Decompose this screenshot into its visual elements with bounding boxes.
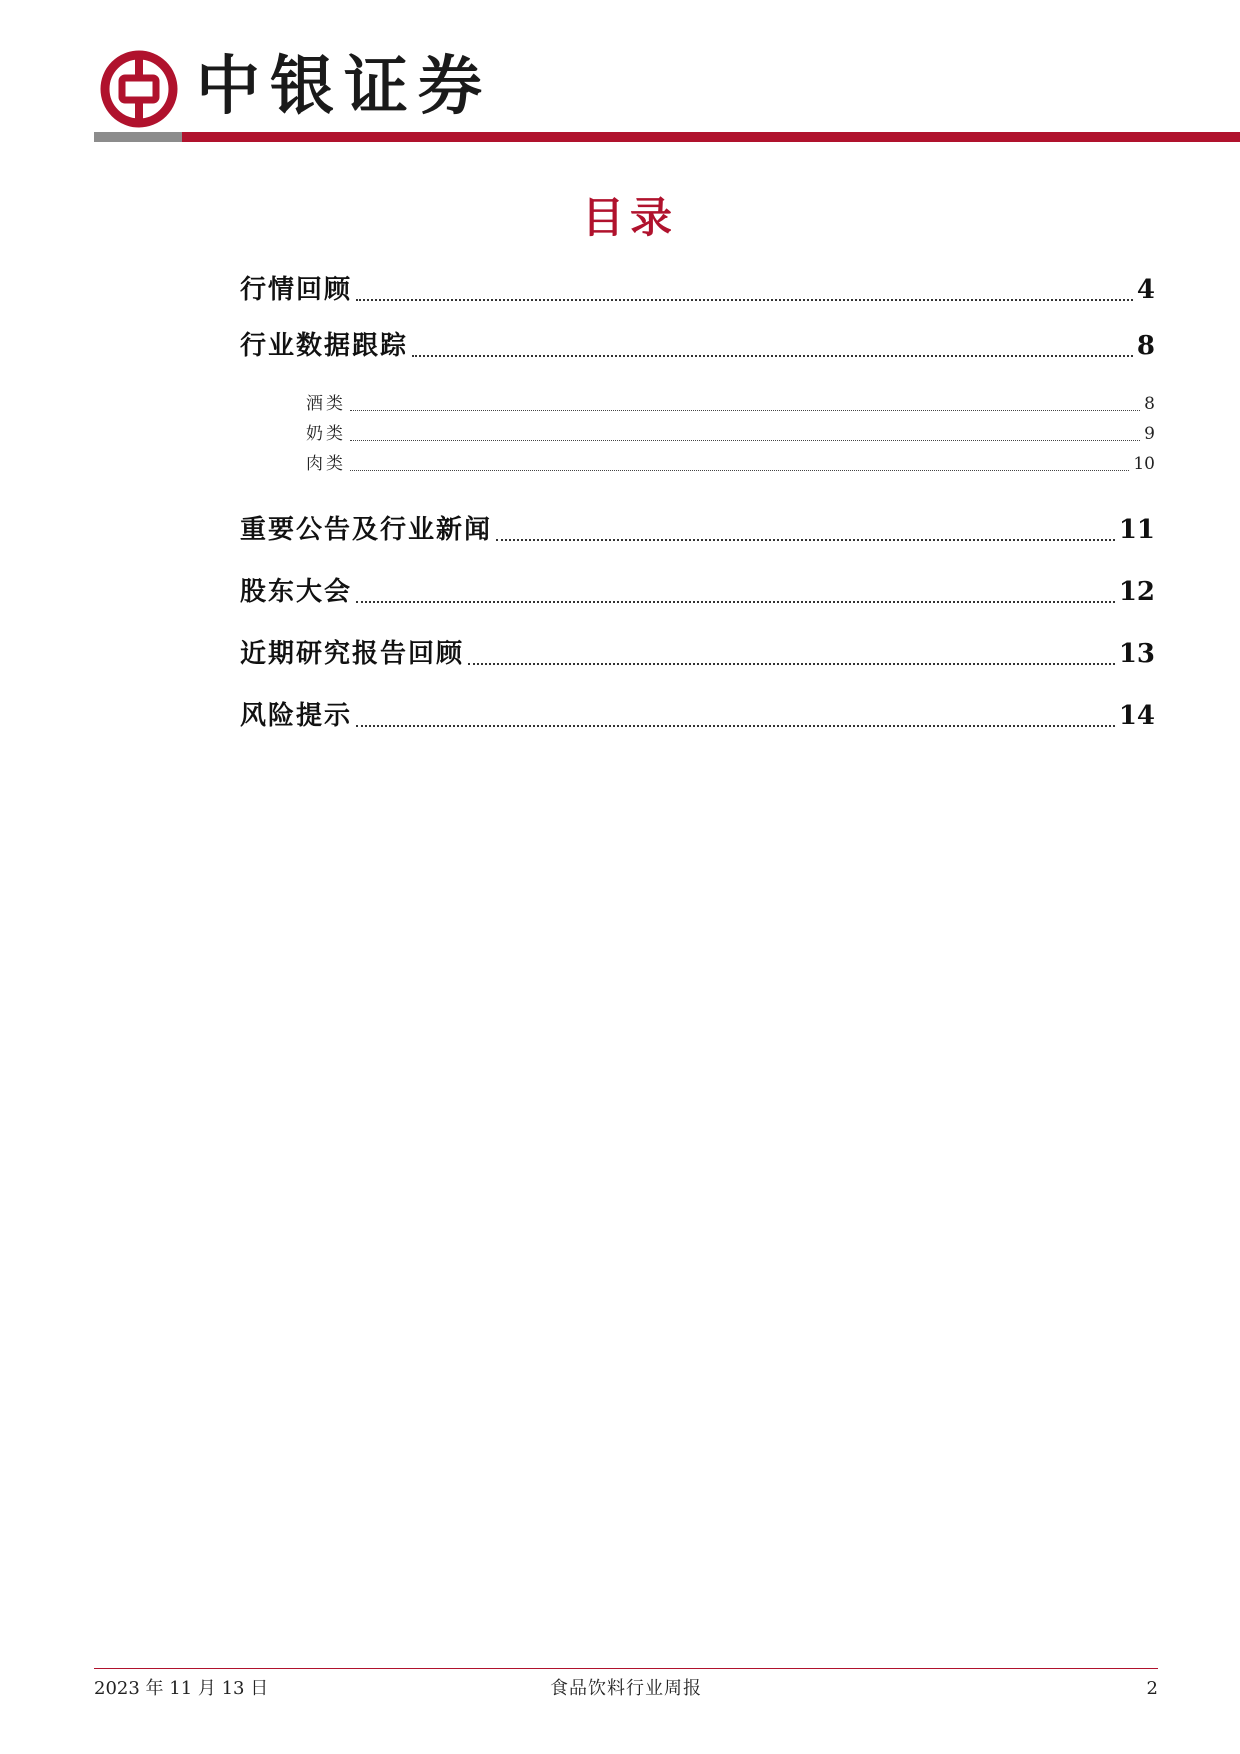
toc-entry[interactable] [240,634,1155,674]
header-rule-gray [94,132,182,142]
toc-entry-page: 8 [1136,331,1155,361]
header-rule-red [182,132,1240,142]
footer-page-number: 2 [1146,1678,1158,1699]
toc-leader-dots [350,410,1140,411]
toc-entry[interactable] [240,326,1155,366]
toc-entry-label: 近期研究报告回顾 [240,639,465,669]
toc-entry-page: 13 [1118,639,1155,669]
brand-name: 中银证券 [196,49,492,124]
toc-subentry[interactable] [240,391,1155,417]
toc-entry-page: 14 [1118,701,1155,731]
toc-entry-label: 股东大会 [240,577,353,607]
toc-entry-label: 奶类 [306,424,346,444]
footer-report-name: 食品饮料行业周报 [550,1678,702,1699]
page-footer [94,1674,1158,1704]
toc-entry-label: 行情回顾 [240,275,353,305]
toc-leader-dots [356,299,1133,301]
toc-entry-page: 12 [1118,577,1155,607]
toc-leader-dots [356,725,1115,727]
toc-entry-label: 酒类 [306,394,346,414]
toc-entry[interactable] [240,510,1155,550]
toc-leader-dots [356,601,1115,603]
toc-subentry[interactable] [240,451,1155,477]
footer-rule [94,1668,1158,1669]
toc-entry-page: 4 [1136,275,1155,305]
toc-entry-page: 9 [1144,424,1155,444]
toc-leader-dots [496,539,1115,541]
toc-leader-dots [350,440,1140,441]
toc-entry-page: 8 [1144,394,1155,414]
page-header [0,0,1240,150]
toc-entry-page: 10 [1133,454,1155,474]
footer-date: 2023 年 11 月 13 日 [94,1678,269,1699]
toc-entry[interactable] [240,572,1155,612]
toc-entry-label: 重要公告及行业新闻 [240,515,493,545]
toc-entry-label: 肉类 [306,454,346,474]
toc-subentry[interactable] [240,421,1155,447]
toc-leader-dots [412,355,1133,357]
toc-entry-label: 风险提示 [240,701,353,731]
toc-entry-page: 11 [1118,515,1155,545]
toc-leader-dots [350,470,1129,471]
toc-title: 目录 [581,193,678,242]
toc-leader-dots [468,663,1115,665]
toc-entry-label: 行业数据跟踪 [240,331,409,361]
toc-entry[interactable] [240,270,1155,310]
toc-entry[interactable] [240,696,1155,736]
bank-of-china-logo-icon [100,50,178,128]
